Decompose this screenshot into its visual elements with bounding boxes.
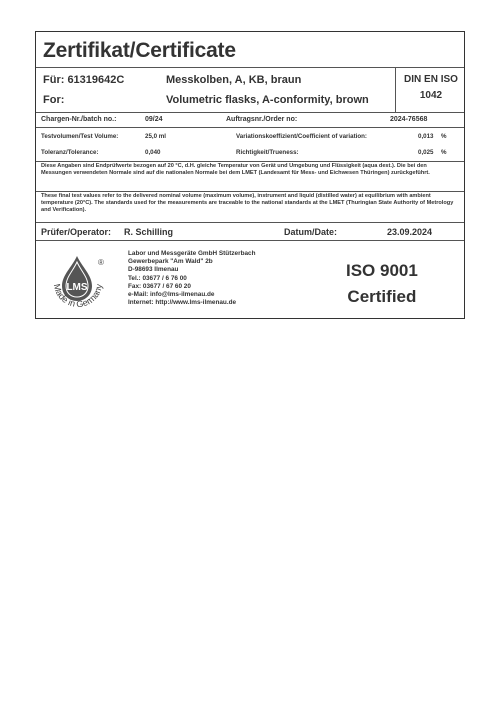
tolerance-label: Toleranz/Tolerance: — [41, 149, 99, 156]
address-line: Gewerbepark "Am Wald" 2b — [128, 258, 213, 266]
batch-value: 09/24 — [145, 116, 163, 123]
iso-line1: ISO 9001 — [346, 261, 418, 280]
divider — [36, 222, 464, 223]
address-line: Labor und Messgeräte GmbH Stützerbach — [128, 250, 256, 257]
divider — [36, 127, 464, 128]
iso-certification — [346, 258, 418, 310]
divider — [36, 191, 464, 192]
trueness-label: Richtigkeit/Trueness: — [236, 149, 299, 156]
operator-label: Prüfer/Operator: — [41, 227, 112, 237]
for-label: For: — [43, 94, 65, 106]
volume-label: Testvolumen/Test Volume: — [41, 133, 119, 140]
date-label: Datum/Date: — [284, 227, 338, 237]
trueness-unit: % — [441, 149, 447, 156]
order-label: Auftragsnr./Order no: — [226, 116, 298, 123]
cv-value: 0,013 — [418, 133, 434, 140]
registered-mark: ® — [98, 258, 104, 267]
note-german: Diese Angaben sind Endprüfwerte bezogen auf 20 °C, d.H. gleiche Temperatur von Gerät und Umgebung und Flüssigkeit (aqua dest.). Die bei den Messungen verwendeten Normale sind auf die nationalen Normale bei dem LMET (Landesamt für Mess- und Eichwesen Thüringen) zurückgeführt. — [41, 163, 430, 177]
order-value: 2024-76568 — [390, 116, 428, 123]
divider — [36, 240, 464, 241]
product-en: Volumetric flasks, A-conformity, brown — [166, 94, 369, 106]
certificate-title: Zertifikat/Certificate — [43, 39, 236, 62]
trueness-value: 0,025 — [418, 149, 434, 156]
website-line: Internet: http://www.lms-ilmenau.de — [128, 299, 237, 307]
email-line: e-Mail: info@lms-ilmenau.de — [128, 291, 215, 299]
iso-line2: Certified — [347, 287, 417, 306]
fuer-label: Für: 61319642C — [43, 74, 125, 86]
standard-line2: 1042 — [419, 90, 443, 101]
fax-line: Fax: 03677 / 67 60 20 — [128, 282, 191, 290]
standard-box — [395, 68, 466, 112]
tolerance-value: 0,040 — [145, 149, 161, 156]
product-de: Messkolben, A, KB, braun — [166, 74, 302, 86]
cv-label: Variationskoeffizient/Coefficient of variation: — [236, 133, 367, 140]
lms-drop-logo-icon — [44, 253, 110, 313]
divider — [36, 112, 464, 113]
logo-brand: LMS — [66, 282, 88, 293]
phone-line: Tel.: 03677 / 6 76 00 — [128, 274, 187, 282]
cv-unit: % — [441, 133, 447, 140]
certificate-frame — [35, 31, 465, 319]
operator-value: R. Schilling — [124, 227, 174, 237]
address-block — [128, 250, 255, 307]
batch-label: Chargen-Nr./batch no.: — [41, 116, 117, 123]
divider — [36, 161, 464, 162]
logo-tagline: Made in Germany — [51, 282, 105, 310]
note-english: These final test values refer to the delivered nominal volume (maximum volume), instrument and liquid (distilled water) at equilibrium with ambient temperature (20°C). The standards used for the measurements are traceable to the national standards at the LMET (Thuringian State Authority of Metrology and Verification). — [41, 193, 454, 214]
address-line: D-98693 Ilmenau — [128, 266, 179, 274]
standard-line1: DIN EN ISO — [404, 74, 458, 85]
date-value: 23.09.2024 — [387, 227, 433, 237]
volume-value: 25,0 ml — [145, 133, 166, 140]
